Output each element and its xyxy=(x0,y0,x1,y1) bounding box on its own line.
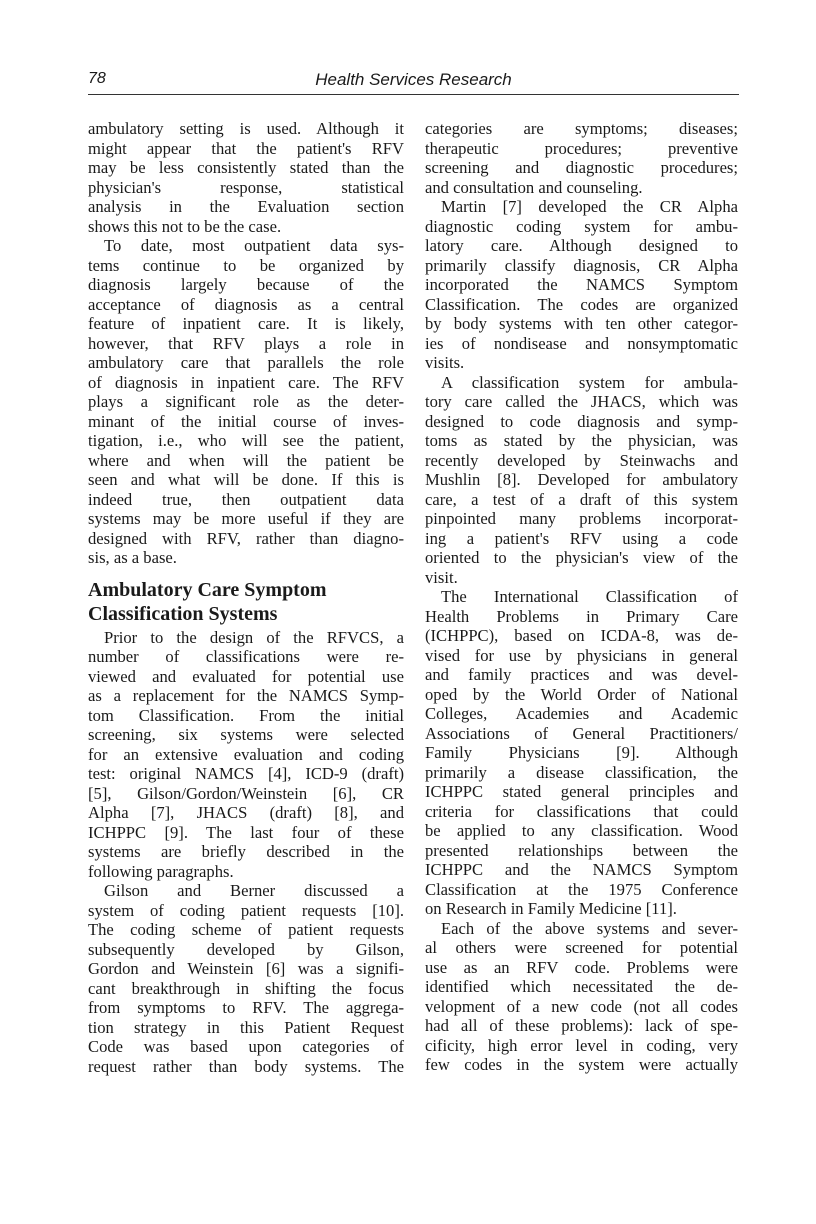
text-line: visits. xyxy=(425,353,465,372)
text-line: Gordon and Weinstein [6] was a signifi- xyxy=(88,959,404,978)
text-line: designed to code diagnosis and symp- xyxy=(425,411,738,431)
text-line: criteria for classifications that could xyxy=(425,801,738,821)
text-line: visit. xyxy=(425,567,458,587)
text-line: request rather than body systems. The xyxy=(88,1056,404,1076)
text-line: The coding scheme of patient requests xyxy=(88,920,404,939)
paragraph xyxy=(425,587,738,919)
text-line: categories are symptoms; diseases; xyxy=(425,119,738,138)
right-column xyxy=(425,119,738,1075)
text-line: and consultation and counseling. xyxy=(425,177,643,197)
text-line: Code was based upon categories of xyxy=(88,1037,404,1056)
text-line: ambulatory care that parallels the role xyxy=(88,353,404,372)
text-line: few codes in the system were actually xyxy=(425,1055,738,1074)
paragraph xyxy=(88,119,404,236)
text-line: might appear that the patient's RFV xyxy=(88,138,404,158)
text-line: velopment of a new code (not all codes xyxy=(425,996,738,1016)
text-line: designed with RFV, rather than diagno- xyxy=(88,528,404,548)
text-line: of diagnosis in inpatient care. The RFV xyxy=(88,372,404,392)
text-line: recently developed by Steinwachs and xyxy=(425,450,738,470)
text-line: tigation, i.e., who will see the patient, xyxy=(88,431,404,450)
text-line: identified which necessitated the de- xyxy=(425,977,738,996)
text-line: ICHPPC stated general principles and xyxy=(425,782,738,801)
paragraph xyxy=(88,628,404,882)
text-line: feature of inpatient care. It is likely, xyxy=(88,314,404,333)
text-line: use as an RFV code. Problems were xyxy=(425,957,738,977)
text-line: sis, as a base. xyxy=(88,548,177,567)
text-line: indeed true, then outpatient data xyxy=(88,489,404,509)
running-header xyxy=(88,68,739,95)
text-line: ies of nondisease and nonsymptomatic xyxy=(425,333,738,353)
text-line: presented relationships between the xyxy=(425,840,738,860)
text-line: ICHPPC and the NAMCS Symptom xyxy=(425,860,738,879)
text-line: following paragraphs. xyxy=(88,861,234,881)
text-line: therapeutic procedures; preventive xyxy=(425,138,738,158)
text-line: [5], Gilson/Gordon/Weinstein [6], CR xyxy=(88,783,404,803)
text-line: number of classifications were re- xyxy=(88,647,404,666)
text-line: test: original NAMCS [4], ICD-9 (draft) xyxy=(88,764,404,783)
left-column xyxy=(88,119,404,1076)
text-line: The International Classification of xyxy=(441,587,738,606)
text-line: To date, most outpatient data sys- xyxy=(104,236,404,255)
text-line: diagnosis largely because of the xyxy=(88,275,404,294)
text-line: ing a patient's RFV using a code xyxy=(425,528,738,548)
text-line: on Research in Family Medicine [11]. xyxy=(425,899,677,918)
paragraph xyxy=(88,881,404,1076)
page-number: 78 xyxy=(88,70,106,87)
text-line: acceptance of diagnosis as a central xyxy=(88,294,404,314)
text-line: screening and diagnostic procedures; xyxy=(425,158,738,177)
heading-line: Classification Systems xyxy=(88,602,278,625)
text-line: may be less consistently stated than the xyxy=(88,158,404,177)
text-line: diagnostic coding system for ambu- xyxy=(425,216,738,236)
text-line: from symptoms to RFV. The aggrega- xyxy=(88,998,404,1017)
text-line: Each of the above systems and sever- xyxy=(441,918,738,938)
text-line: Family Physicians [9]. Although xyxy=(425,743,738,762)
text-line: tems continue to be organized by xyxy=(88,255,404,275)
text-line: seen and what will be done. If this is xyxy=(88,470,404,489)
text-line: Mushlin [8]. Developed for ambulatory xyxy=(425,470,738,489)
text-line: viewed and evaluated for potential use xyxy=(88,666,404,686)
text-line: be applied to any classification. Wood xyxy=(425,821,738,840)
text-line: shows this not to be the case. xyxy=(88,216,282,236)
text-line: pinpointed many problems incorporat- xyxy=(425,509,738,528)
text-line: system of coding patient requests [10]. xyxy=(88,900,404,920)
text-line: tory care called the JHACS, which was xyxy=(425,392,738,411)
text-line: A classification system for ambula- xyxy=(441,372,738,392)
text-line: ambulatory setting is used. Although it xyxy=(88,119,404,138)
text-line: however, that RFV plays a role in xyxy=(88,333,404,353)
text-line: al others were screened for potential xyxy=(425,938,738,957)
text-line: Colleges, Academies and Academic xyxy=(425,704,738,723)
text-line: cificity, high error level in coding, very xyxy=(425,1035,738,1055)
text-line: screening, six systems were selected xyxy=(88,725,404,744)
text-line: vised for use by physicians in general xyxy=(425,645,738,665)
text-line: Alpha [7], JHACS (draft) [8], and xyxy=(88,803,404,822)
paragraph xyxy=(425,119,738,197)
text-line: as a replacement for the NAMCS Symp- xyxy=(88,686,404,705)
text-line: subsequently developed by Gilson, xyxy=(88,939,404,959)
text-line: Gilson and Berner discussed a xyxy=(104,881,404,900)
text-line: Classification. The codes are organized xyxy=(425,294,738,314)
paragraph xyxy=(88,236,404,568)
text-line: Classification at the 1975 Conference xyxy=(425,879,738,899)
paragraph xyxy=(425,919,738,1075)
text-line: Prior to the design of the RFVCS, a xyxy=(104,627,404,647)
journal-title: Health Services Research xyxy=(315,70,512,89)
text-line: physician's response, statistical xyxy=(88,177,404,197)
section-heading xyxy=(88,578,404,626)
paragraph xyxy=(425,197,738,373)
text-line: cant breakthrough in shifting the focus xyxy=(88,978,404,998)
text-line: toms as stated by the physician, was xyxy=(425,431,738,450)
text-line: care, a test of a draft of this system xyxy=(425,489,738,509)
text-line: incorporated the NAMCS Symptom xyxy=(425,275,738,294)
text-line: tom Classification. From the initial xyxy=(88,705,404,725)
text-line: (ICHPPC), based on ICDA-8, was de- xyxy=(425,626,738,645)
text-line: primarily classify diagnosis, CR Alpha xyxy=(425,255,738,275)
text-line: Health Problems in Primary Care xyxy=(425,606,738,626)
text-line: ICHPPC [9]. The last four of these xyxy=(88,822,404,842)
text-line: minant of the initial course of inves- xyxy=(88,411,404,431)
text-line: for an extensive evaluation and coding xyxy=(88,744,404,764)
text-line: where and when will the patient be xyxy=(88,450,404,470)
text-line: oriented to the physician's view of the xyxy=(425,548,738,567)
text-line: plays a significant role as the deter- xyxy=(88,392,404,411)
text-line: primarily a disease classification, the xyxy=(425,762,738,782)
text-line: by body systems with ten other categor- xyxy=(425,314,738,333)
text-line: systems are briefly described in the xyxy=(88,842,404,861)
text-line: systems may be more useful if they are xyxy=(88,509,404,528)
text-line: analysis in the Evaluation section xyxy=(88,197,404,216)
text-line: latory care. Although designed to xyxy=(425,236,738,255)
text-line: had all of these problems): lack of spe- xyxy=(425,1016,738,1035)
text-line: tion strategy in this Patient Request xyxy=(88,1017,404,1037)
text-line: Martin [7] developed the CR Alpha xyxy=(441,197,738,216)
text-line: Associations of General Practitioners/ xyxy=(425,723,738,743)
heading-line: Ambulatory Care Symptom xyxy=(88,578,327,601)
text-line: and family practices and was devel- xyxy=(425,665,738,684)
text-line: oped by the World Order of National xyxy=(425,684,738,704)
paragraph xyxy=(425,373,738,588)
